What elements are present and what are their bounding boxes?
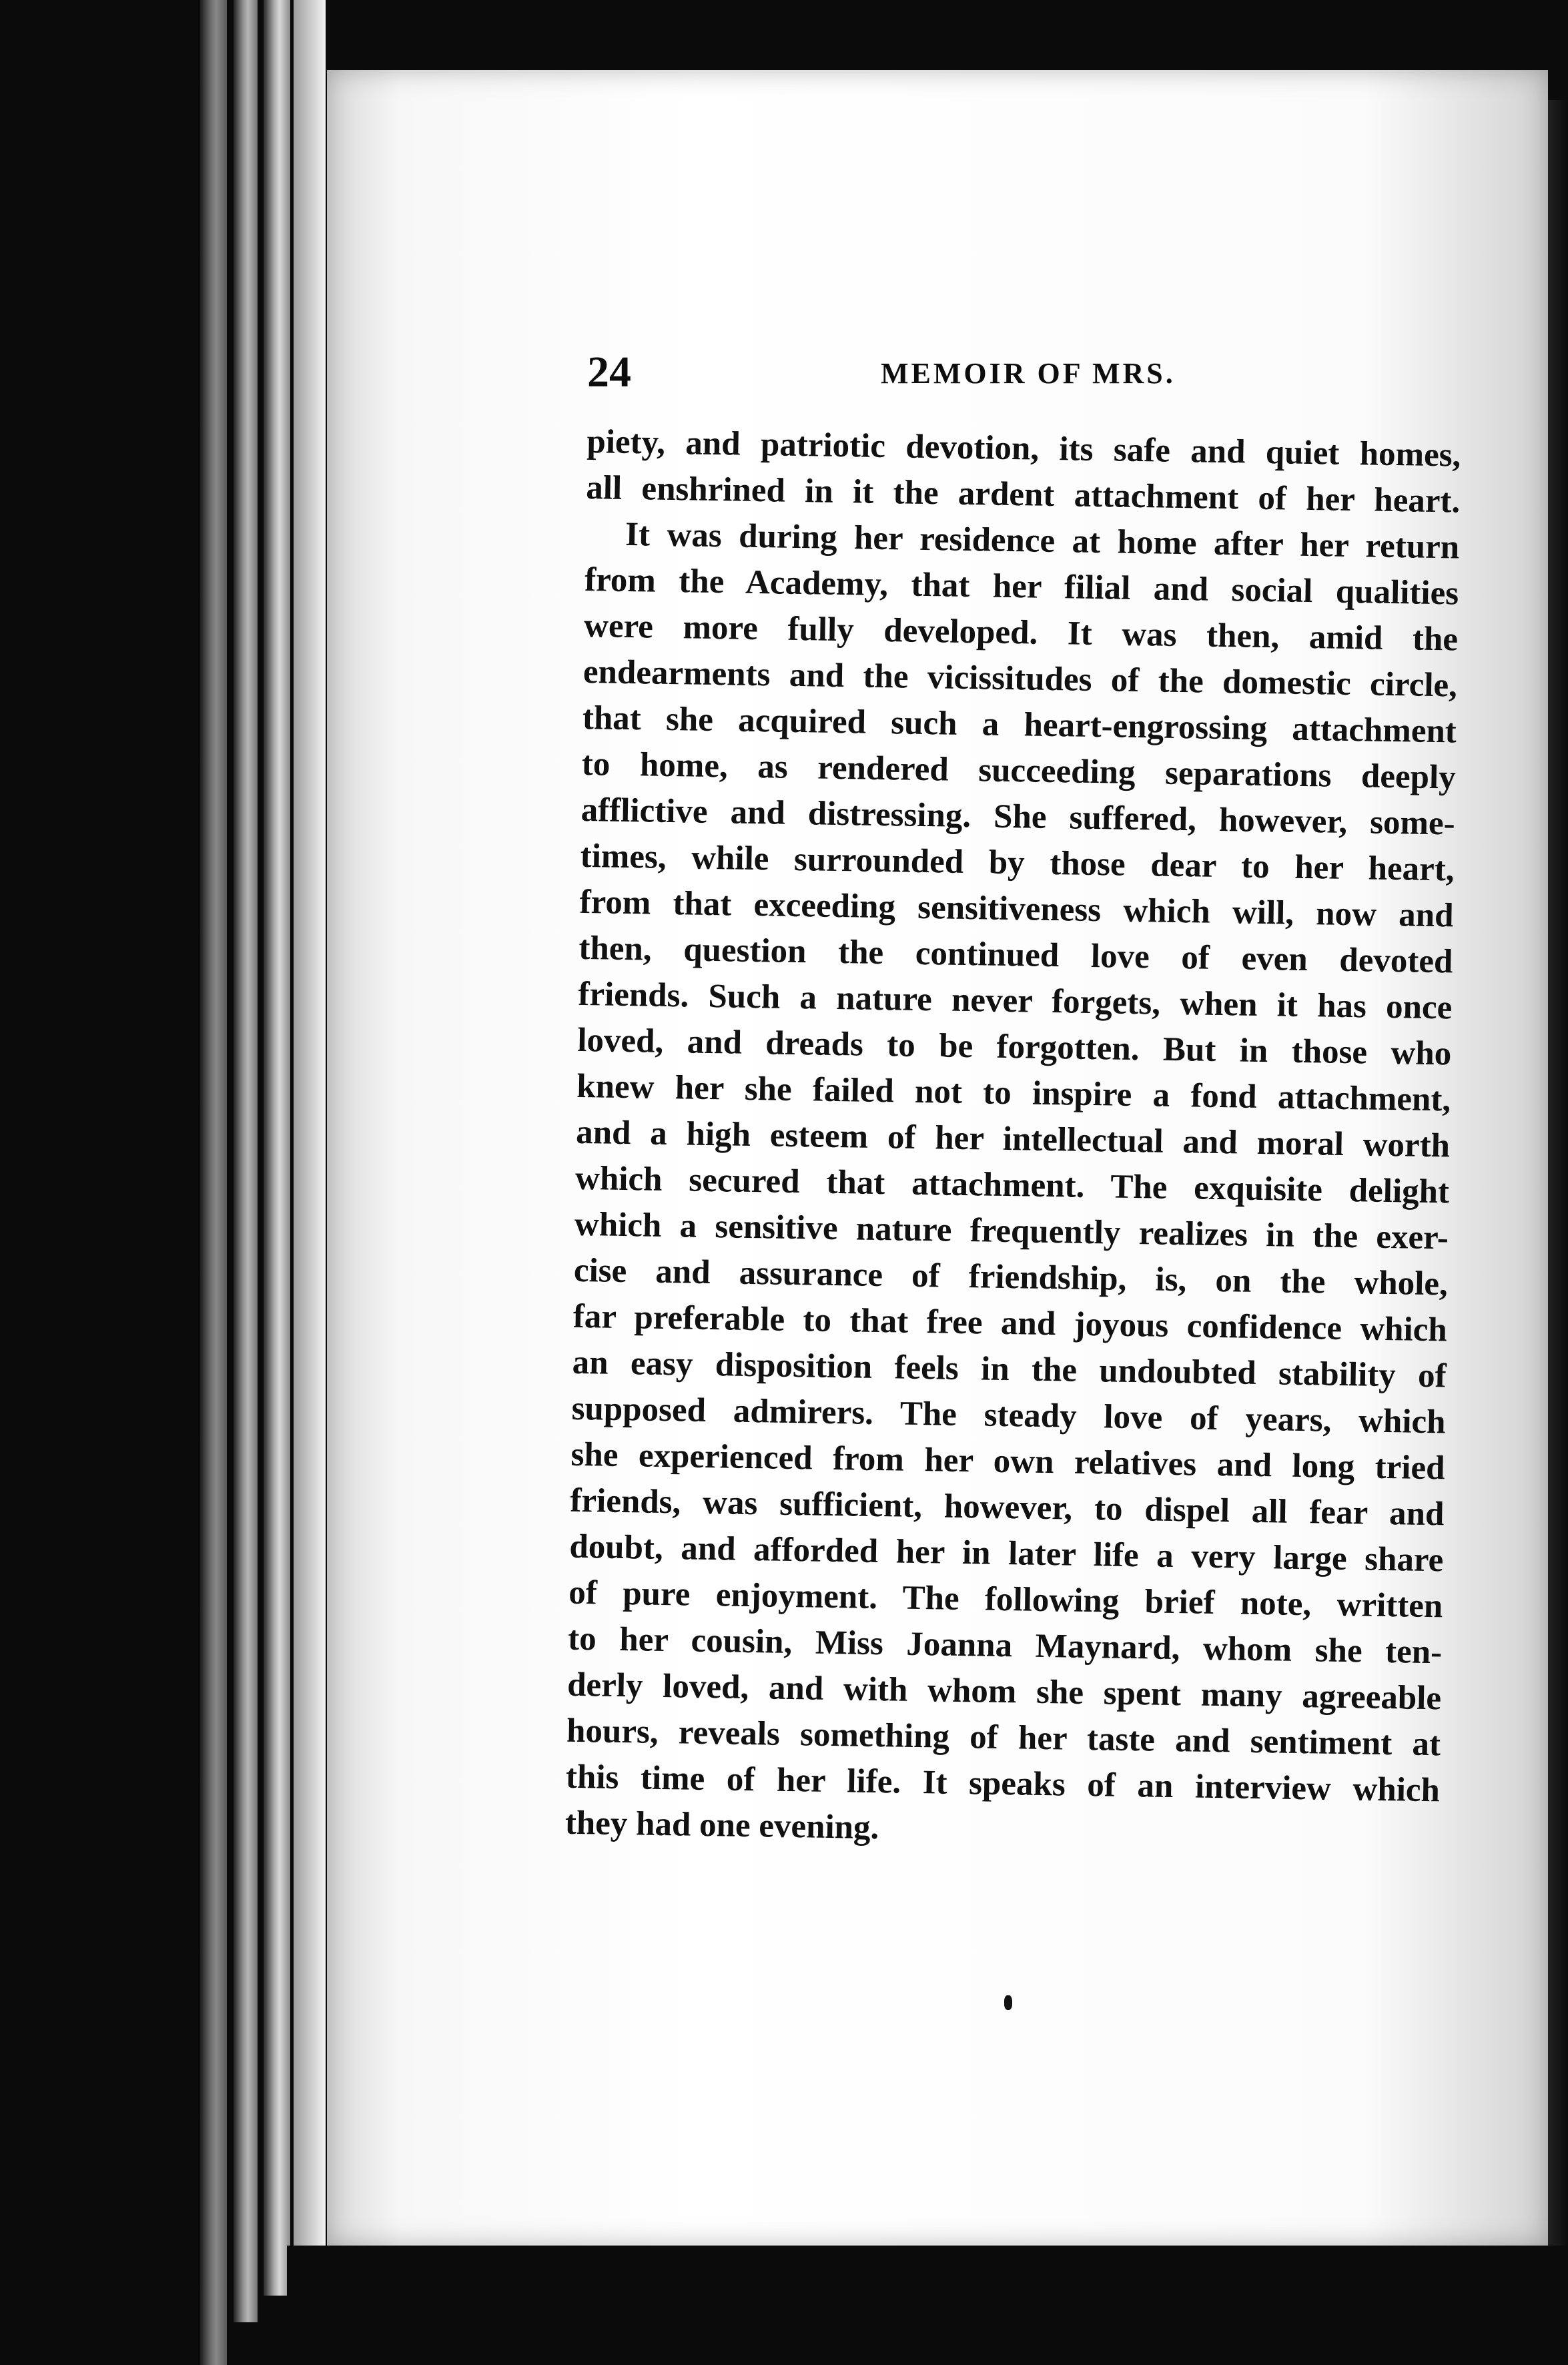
printer-mark xyxy=(1004,1995,1012,2010)
text-line: knew her she failed not to inspire a fond attachment, xyxy=(576,1067,1451,1119)
text-line: afflictive and distressing. She suffered, however, some- xyxy=(580,791,1456,843)
text-line: were more fully developed. It was then, amid the xyxy=(583,607,1459,659)
running-head xyxy=(587,347,1455,400)
text-line: friends. Such a nature never forgets, when it has once xyxy=(578,975,1453,1027)
page-edge xyxy=(294,0,326,2262)
text-line: all enshrined in it the ardent attachment of her heart. xyxy=(585,468,1461,521)
text-line: which secured that attachment. The exquisite delight xyxy=(574,1159,1450,1211)
running-head-title: MEMOIR OF MRS. xyxy=(881,357,1176,390)
text-line: that she acquired such a heart-engrossing attachment xyxy=(582,699,1457,751)
page-number: 24 xyxy=(587,348,631,396)
text-line: far preferable to that free and joyous confidence which xyxy=(572,1297,1448,1349)
text-line: hours, reveals something of her taste and sentiment at xyxy=(566,1712,1441,1764)
text-line: from the Academy, that her filial and social qualities xyxy=(584,561,1459,613)
text-line: and a high esteem of her intellectual and moral worth xyxy=(575,1113,1451,1165)
text-line: from that exceeding sensitiveness which will, now and xyxy=(579,883,1454,935)
text-line: this time of her life. It speaks of an interview which xyxy=(565,1758,1441,1810)
text-line: then, question the continued love of even devoted xyxy=(578,929,1453,981)
text-line: It was during her residence at home after her return xyxy=(625,515,1460,567)
text-line: an easy disposition feels in the undoubted stability of xyxy=(572,1343,1447,1395)
text-line: derly loved, and with whom she spent many agreeable xyxy=(566,1666,1442,1718)
page-edge xyxy=(234,0,258,2322)
body-text xyxy=(564,419,1461,1860)
text-line: loved, and dreads to be forgotten. But in those who xyxy=(576,1021,1452,1073)
text-line: to her cousin, Miss Joanna Maynard, whom she ten- xyxy=(567,1620,1443,1672)
page-edge xyxy=(264,0,290,2296)
page-edge xyxy=(200,0,227,2365)
bottom-shadow xyxy=(287,2246,1568,2365)
text-line: they had one evening. xyxy=(564,1804,879,1847)
text-line: she experienced from her own relatives and long tried xyxy=(570,1435,1445,1487)
text-line: doubt, and afforded her in later life a very large share xyxy=(569,1528,1444,1580)
text-line: piety, and patriotic devotion, its safe and quiet homes, xyxy=(586,422,1461,474)
text-line: times, while surrounded by those dear to her heart, xyxy=(580,837,1455,889)
text-line: which a sensitive nature frequently realizes in the exer- xyxy=(574,1205,1449,1257)
text-line: supposed admirers. The steady love of years, which xyxy=(571,1389,1446,1441)
text-line: of pure enjoyment. The following brief note, written xyxy=(568,1574,1443,1626)
text-line: to home, as rendered succeeding separations deeply xyxy=(581,745,1457,797)
text-line: cise and assurance of friendship, is, on the whole, xyxy=(573,1251,1449,1303)
text-line: friends, was sufficient, however, to dispel all fear and xyxy=(570,1481,1445,1534)
text-line: endearments and the vicissitudes of the domestic circle, xyxy=(582,653,1458,705)
